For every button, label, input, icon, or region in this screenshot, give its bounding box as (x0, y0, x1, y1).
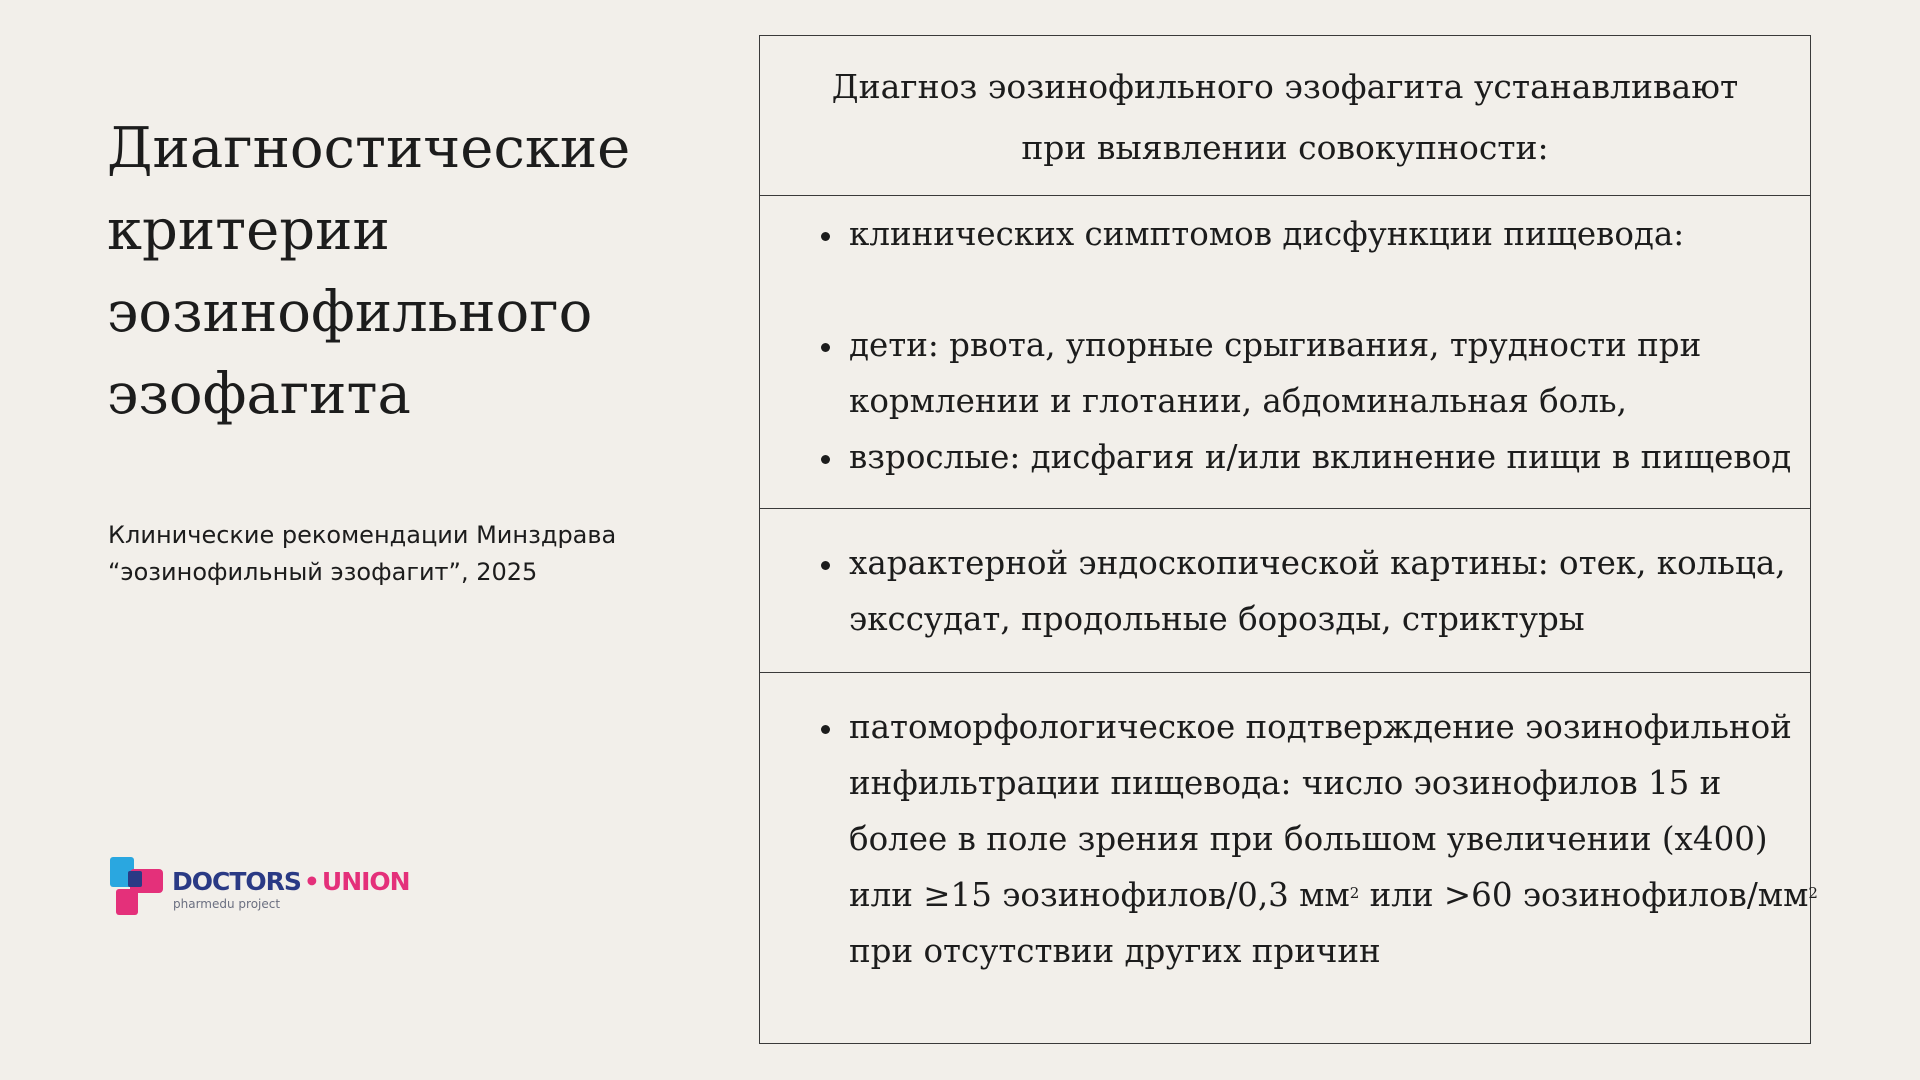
endoscopy-line-1: характерной эндоскопической картины: отек, кольца, (849, 544, 1786, 582)
source-citation (108, 517, 728, 591)
clinical-intro: клинических симптомов дисфункции пищевода: (849, 215, 1685, 253)
bullet-icon (821, 343, 830, 352)
endoscopy-cell (760, 508, 1810, 672)
list-item (760, 206, 1810, 262)
pathology-line-5: при отсутствии других причин (849, 932, 1381, 970)
logo-mark-icon (110, 857, 163, 917)
clinical-children-line-1: дети: рвота, упорные срыгивания, трудности при (849, 326, 1702, 364)
list-item (760, 317, 1810, 429)
title-line-1: Диагностические (107, 116, 631, 181)
logo-word-doctors: DOCTORS (172, 867, 301, 896)
doctors-union-logo (110, 857, 440, 917)
list-item (760, 535, 1810, 647)
criteria-header-cell (760, 36, 1810, 195)
page-title (107, 108, 707, 436)
clinical-adults: взрослые: дисфагия и/или вклинение пищи в пищевод (849, 438, 1792, 476)
pathology-line-3: более в поле зрения при большом увеличении (x400) (849, 820, 1768, 858)
clinical-children-line-2: кормлении и глотании, абдоминальная боль, (849, 382, 1627, 420)
pathology-line-1: патоморфологическое подтверждение эозинофильной (849, 708, 1792, 746)
bullet-icon (821, 232, 830, 241)
pathology-cell (760, 672, 1818, 1043)
pathology-line-4-part-a: или ≥15 эозинофилов/0,3 мм (849, 876, 1350, 914)
list-item (760, 699, 1818, 979)
header-line-1: Диагноз эозинофильного эзофагита устанавливают (831, 67, 1739, 106)
bullet-icon (821, 725, 830, 734)
endoscopy-line-2: экссудат, продольные борозды, стриктуры (849, 600, 1585, 638)
superscript-2: 2 (1808, 884, 1818, 902)
pathology-line-2: инфильтрации пищевода: число эозинофилов 15 и (849, 764, 1722, 802)
bullet-icon (821, 561, 830, 570)
logo-wordmark (172, 867, 410, 897)
superscript-2: 2 (1349, 884, 1360, 902)
pathology-line-4-part-b: или >60 эозинофилов/мм (1359, 876, 1809, 914)
source-line-1: Клинические рекомендации Минздрава (108, 521, 617, 549)
logo-word-union: UNION (321, 867, 410, 896)
pathology-line-4 (849, 867, 1818, 923)
logo-tagline: pharmedu project (173, 897, 281, 911)
endoscopy-list (760, 509, 1810, 647)
header-line-2: при выявлении совокупности: (1021, 128, 1549, 167)
clinical-list (760, 196, 1810, 485)
pathology-list (760, 673, 1818, 979)
clinical-symptoms-cell (760, 195, 1810, 508)
list-item (760, 429, 1810, 485)
criteria-table (759, 35, 1818, 1044)
source-line-2: “эозинофильный эзофагит”, 2025 (108, 558, 538, 586)
bullet-icon (821, 455, 830, 464)
title-line-4: эзофагита (107, 362, 411, 427)
title-line-3: эозинофильного (107, 280, 593, 345)
title-line-2: критерии (107, 198, 390, 263)
logo-separator: • (303, 867, 319, 896)
